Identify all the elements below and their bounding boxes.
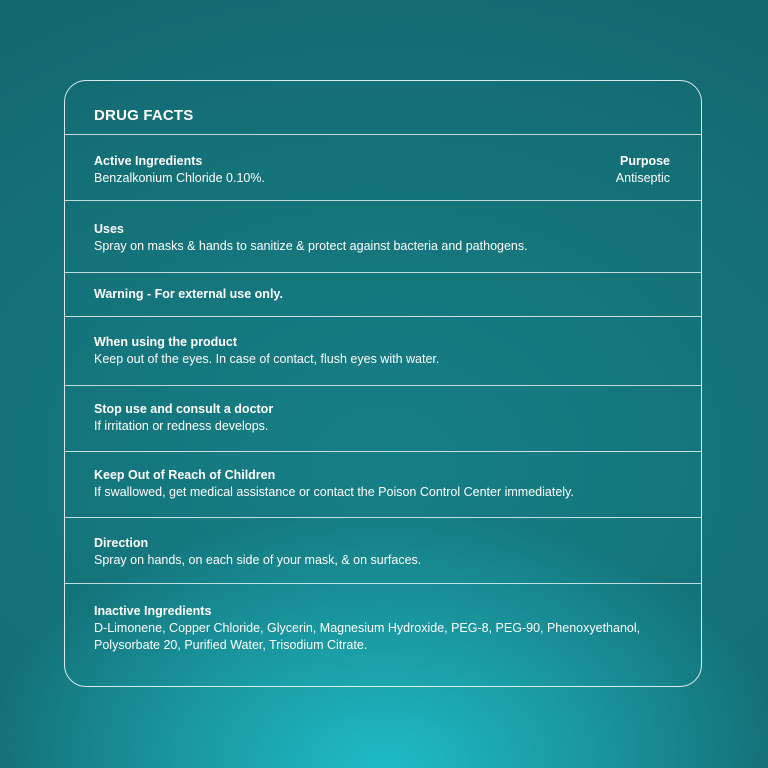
inactive-ingredients-line-2: Polysorbate 20, Purified Water, Trisodium Citrate. <box>94 638 368 652</box>
drug-facts-panel <box>64 80 702 687</box>
drug-facts-header <box>65 81 701 135</box>
warning-heading: Warning - For external use only. <box>94 287 283 301</box>
section-warning <box>65 272 701 317</box>
inactive-ingredients-line-1: D-Limonene, Copper Chloride, Glycerin, Magnesium Hydroxide, PEG-8, PEG-90, Phenoxyethanol, <box>94 621 641 635</box>
section-stop-use <box>65 385 701 452</box>
keep-out-text: If swallowed, get medical assistance or contact the Poison Control Center immediately. <box>94 485 574 499</box>
purpose-text: Antiseptic <box>615 171 670 185</box>
purpose-heading: Purpose <box>619 154 670 168</box>
active-ingredients-text: Benzalkonium Chloride 0.10%. <box>94 171 265 185</box>
section-active-ingredients <box>65 134 701 201</box>
when-using-heading: When using the product <box>94 335 238 349</box>
keep-out-heading: Keep Out of Reach of Children <box>94 468 276 482</box>
stop-use-text: If irritation or redness develops. <box>94 419 269 433</box>
direction-text: Spray on hands, on each side of your mask, & on surfaces. <box>94 553 422 567</box>
direction-heading: Direction <box>94 536 149 550</box>
section-keep-out-of-reach <box>65 451 701 518</box>
uses-text: Spray on masks & hands to sanitize & protect against bacteria and pathogens. <box>94 239 528 253</box>
inactive-ingredients-heading: Inactive Ingredients <box>94 604 212 618</box>
section-when-using <box>65 316 701 386</box>
section-direction <box>65 517 701 584</box>
active-ingredients-heading: Active Ingredients <box>94 154 203 168</box>
stop-use-heading: Stop use and consult a doctor <box>94 402 274 416</box>
drug-facts-title: DRUG FACTS <box>94 107 194 124</box>
when-using-text: Keep out of the eyes. In case of contact, flush eyes with water. <box>94 352 440 366</box>
uses-heading: Uses <box>94 222 124 236</box>
section-inactive-ingredients <box>65 583 701 687</box>
section-uses <box>65 200 701 273</box>
